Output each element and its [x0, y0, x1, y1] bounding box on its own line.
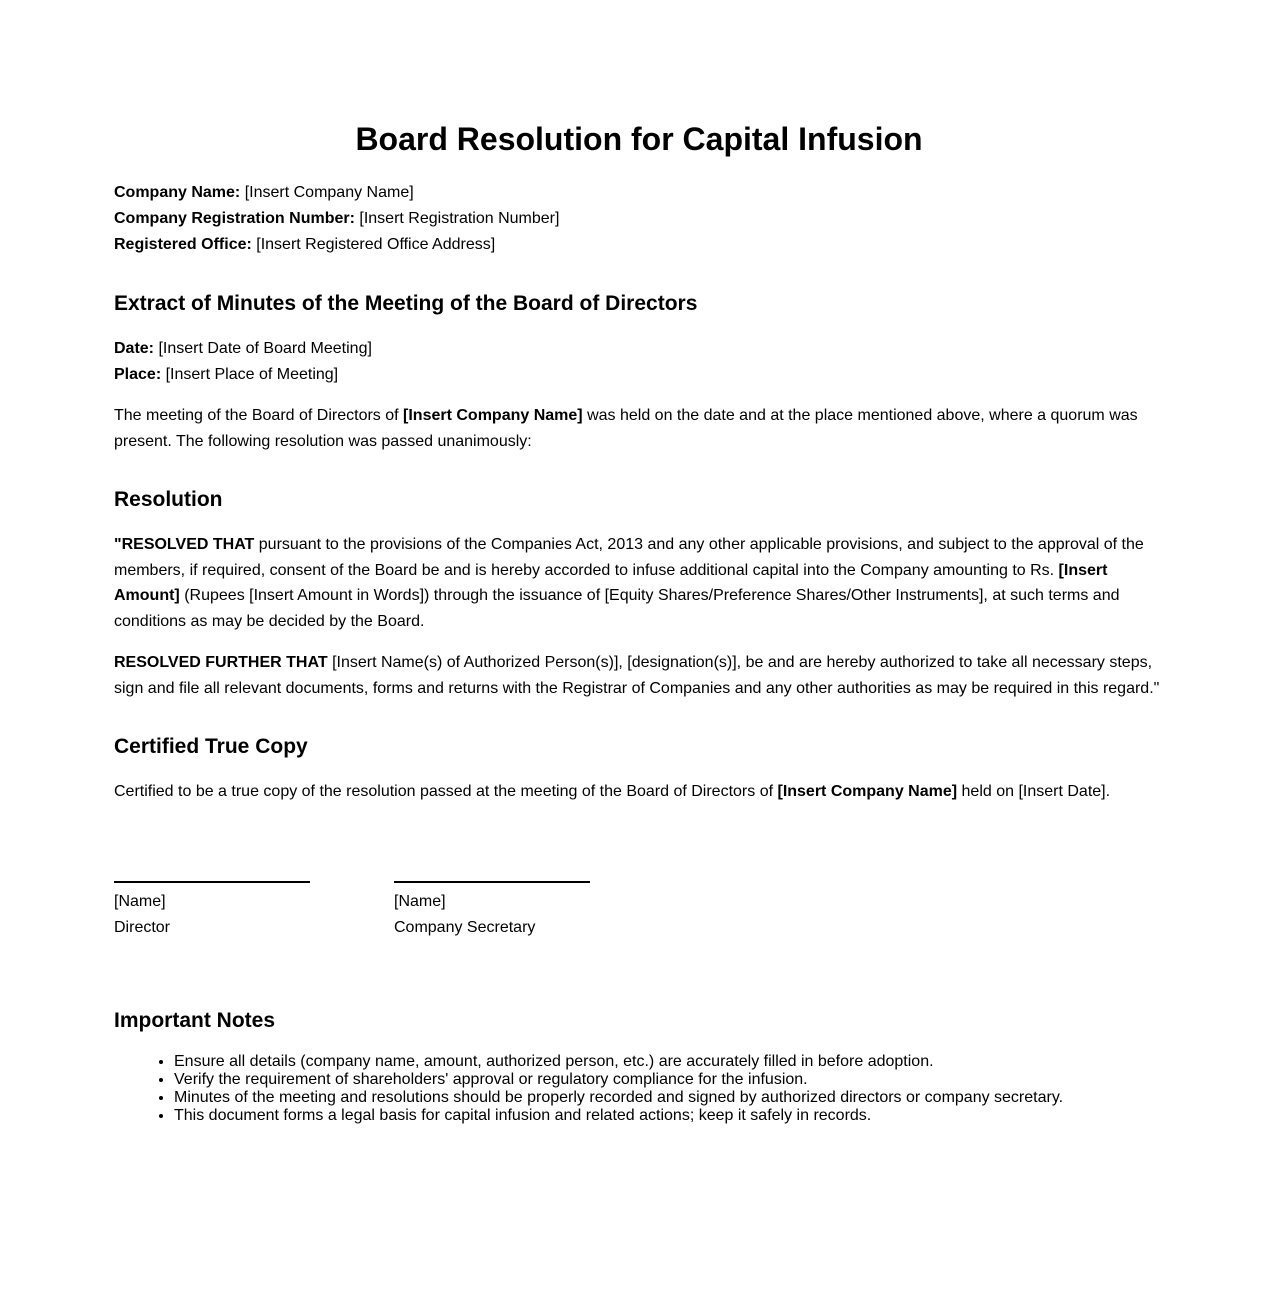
resolution-text-2: (Rupees [Insert Amount in Words]) through the issuance of [Equity Shares/Preference Shares/Other Instruments], at such terms and conditions as may be decided by the Board. — [114, 587, 1120, 630]
director-signature-line — [114, 881, 310, 883]
intro-text-end: was held on the date and at the place mentioned above, where a quorum was present. The following resolution was passed unanimously: — [114, 407, 1138, 450]
registration-number-line — [114, 206, 1164, 232]
registered-office-line — [114, 232, 1164, 258]
secretary-signature-text — [394, 889, 590, 941]
director-signature-block — [114, 881, 310, 941]
meeting-date-label: Date: — [114, 340, 155, 357]
list-item: • This document forms a legal basis for capital infusion and related actions; keep it safely in records. — [174, 1107, 1164, 1125]
company-name-line — [114, 180, 1164, 206]
company-name-value: [Insert Company Name] — [244, 184, 414, 201]
intro-company-name: [Insert Company Name] — [403, 407, 583, 424]
director-role: Director — [114, 918, 171, 936]
secretary-signature-block — [394, 881, 590, 941]
registered-office-label: Registered Office: — [114, 236, 252, 253]
meeting-place-label: Place: — [114, 366, 162, 383]
list-item: • Ensure all details (company name, amount, authorized person, etc.) are accurately filled in before adoption. — [174, 1053, 1164, 1071]
meeting-date-value: [Insert Date of Board Meeting] — [158, 340, 372, 357]
meeting-place-value: [Insert Place of Meeting] — [165, 366, 339, 383]
notes-heading: Important Notes — [114, 1008, 276, 1032]
certified-text-start: Certified to be a true copy of the resolution passed at the meeting of the Board of Directors of — [114, 783, 778, 800]
certified-text-end: held on [Insert Date]. — [957, 783, 1111, 800]
director-name: [Name] — [114, 892, 166, 910]
certified-section — [114, 733, 1164, 805]
resolution-further-text: [Insert Name(s) of Authorized Person(s)], [designation(s)], be and are hereby authorized to take all necessary steps, sign and file all relevant documents, forms and returns with the Registrar of Companies and any other authorities as may be required in this regard." — [114, 654, 1160, 697]
signature-area — [114, 881, 1164, 941]
intro-text-start: The meeting of the Board of Directors of — [114, 407, 404, 424]
certified-paragraph — [114, 779, 1164, 805]
meeting-place-line — [114, 362, 1164, 388]
list-item: • Verify the requirement of shareholders' approval or regulatory compliance for the infusion. — [174, 1071, 1164, 1089]
resolution-paragraph-2 — [114, 650, 1164, 701]
registered-office-value: [Insert Registered Office Address] — [256, 236, 496, 253]
meeting-date-line — [114, 336, 1164, 362]
minutes-intro-paragraph — [114, 403, 1164, 454]
company-name-label: Company Name: — [114, 184, 241, 201]
resolution-amount: [Insert Amount] — [114, 561, 1108, 604]
resolved-that-lead: "RESOLVED THAT — [114, 536, 255, 553]
registration-number-value: [Insert Registration Number] — [359, 210, 560, 227]
secretary-signature-line — [394, 881, 590, 883]
certified-heading: Certified True Copy — [114, 735, 308, 758]
secretary-role: Company Secretary — [394, 918, 536, 936]
director-signature-text — [114, 889, 310, 941]
registration-number-label: Company Registration Number: — [114, 210, 355, 227]
resolution-section — [114, 486, 1164, 701]
resolution-heading: Resolution — [114, 488, 223, 511]
resolution-text-1: pursuant to the provisions of the Companies Act, 2013 and any other applicable provisions, and subject to the approval of the members, if required, consent of the Board be and is hereby accorded to infuse additional capital into the Company amounting to Rs. — [114, 536, 1144, 579]
secretary-name: [Name] — [394, 892, 446, 910]
minutes-section — [114, 290, 1164, 454]
resolution-paragraph-1 — [114, 532, 1164, 634]
list-item: • Minutes of the meeting and resolutions should be properly recorded and signed by authorized directors or company secretary. — [174, 1089, 1164, 1107]
resolved-further-lead: RESOLVED FURTHER THAT — [114, 654, 328, 671]
company-info — [114, 180, 1164, 258]
certified-company-name: [Insert Company Name] — [777, 783, 958, 800]
notes-list — [114, 1053, 1164, 1125]
document-title: Board Resolution for Capital Infusion — [355, 121, 923, 157]
notes-section — [114, 1007, 1164, 1125]
meeting-details — [114, 336, 1164, 388]
minutes-heading: Extract of Minutes of the Meeting of the Board of Directors — [114, 292, 698, 315]
